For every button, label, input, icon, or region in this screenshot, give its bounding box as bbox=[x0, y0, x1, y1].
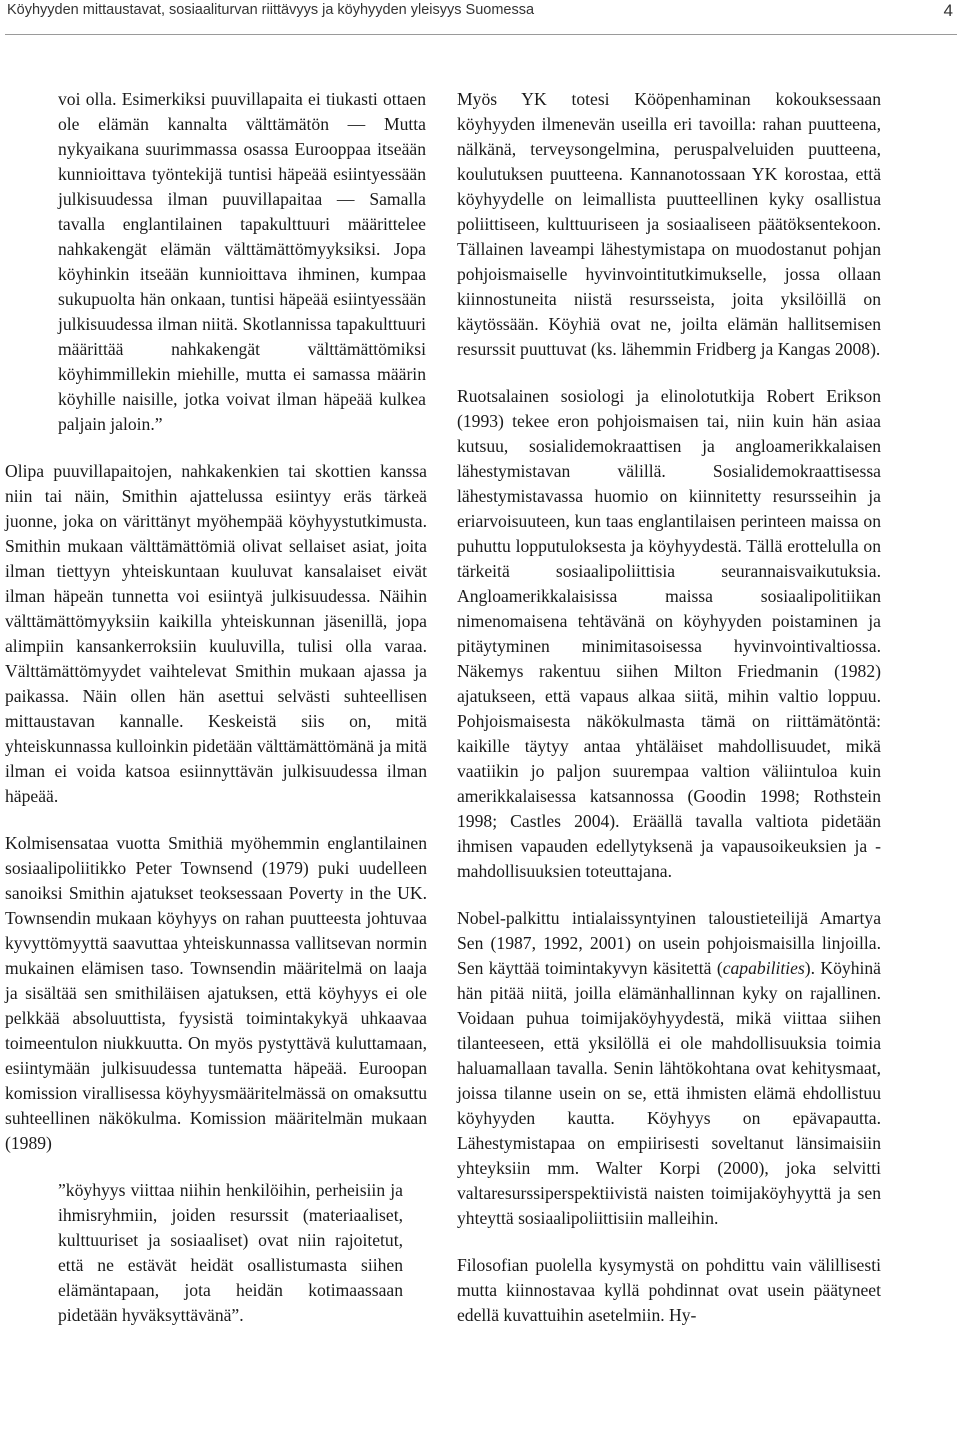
page-number: 4 bbox=[943, 1, 953, 20]
block-quote-continuation: voi olla. Esimerkiksi puuvillapaita ei tiukasti ottaen ole elämän kannalta välttämätön — Mutta nykyaikana suurimmassa osassa Eurooppaa itseään kunnioittava työntekijä tuntisi häpeää esiintyessään julkisuudessa ilman puuvillapaitaa — Samalla tavalla englantilainen tapakulttuuri määrittelee nahkakengät elämän välttämättömyyksiksi. Jopa köyhinkin itseään kunnioittava ihminen, kumpaa sukupuolta hän onkaan, tuntisi häpeää esiintyessään julkisuudessa ilman niitä. Skotlannissa tapakulttuuri määrittää nahkakengät välttämättömiksi köyhimmillekin miehille, mutta ei samassa määrin köyhille naisille, jotka voivat ilman häpeää kulkea paljain jaloin.” bbox=[58, 89, 426, 434]
left-column bbox=[5, 87, 427, 1328]
paragraph-erikson: Ruotsalainen sosiologi ja elinolotutkija Robert Erikson (1993) tekee eron pohjoismaisen tai, niin kuin hän asiaa kutsuu, sosialidemokraattisen ja angloamerikkalaisen lähestymistavan välillä. Sosialidemokraattisessa lähestymistavassa huomio on kiinnitetty resursseihin ja eriarvoisuuteen, kun taas englantilaisen perinteen maissa on puhuttu lopputuloksesta ja köyhyydestä. Tällä erottelulla on tärkeitä sosiaalipoliittisia seurannaisvaikutuksia. Angloamerikkalaisissa maissa sosiaalipolitiikan nimenomaisena tehtävänä on köyhyyden poistaminen ja pitäytyminen minimitasoisessa hyvinvointivaltiossa. Näkemys rakentuu siihen Milton Friedmanin (1982) ajatukseen, että vapaus alkaa siitä, mihin valtio loppuu. Pohjoismaisesta näkökulmasta tämä on riittämätöntä: kaikille täytyy antaa yhtäläiset mahdollisuudet, mikä vaatiikin jo paljon suurempaa valtion väliintuloa kuin amerikkalaisessa katsannossa (Goodin 1998; Rothstein 1998; Castles 2004). Eräällä tavalla valtiota pidetään ihmisen vapauden edellytyksenä ja vapausoikeuksien ja -mahdollisuuksien toteuttajana. bbox=[457, 386, 881, 881]
running-header bbox=[5, 0, 957, 35]
paragraph-sen bbox=[457, 906, 881, 1231]
block-quote-eu-definition: ”köyhyys viittaa niihin henkilöihin, perheisiin ja ihmisryhmiin, joiden resurssit (materiaaliset, kulttuuriset ja sosiaaliset) ovat niin rajoitetut, että ne estävät heidät osallistumasta siihen elämäntapaan, jota heidän kotimaassaan pidetään hyväksyttävänä”. bbox=[58, 1180, 403, 1325]
sen-text-end: ). Köyhinä hän pitää niitä, joilla elämänhallinnan kyky on rajallinen. Voidaan puhua toimijaköyhyydestä, mikä viittaa siihen tilanteeseen, että yksilöllä ei ole mahdollisuuksia toimia haluamallaan tavalla. Senin lähtökohtana ovat kehitysmaat, joissa tilanne usein on se, että ihmisten elämä ehdollistuu köyhyyden kautta. Köyhyys on epävapautta. Lähestymistapaa on empiirisesti soveltanut länsimaisiin yhteyksiin mm. Walter Korpi (2000), joka selvitti valtaresurssiperspektiivistä naisten toimijaköyhyyttä ja sen yhteyttä sosiaalipoliittisiin malleihin. bbox=[457, 958, 881, 1228]
right-column bbox=[457, 87, 881, 1328]
running-header-title: Köyhyyden mittaustavat, sosiaaliturvan riittävyys ja köyhyyden yleisyys Suomessa bbox=[7, 2, 535, 18]
sen-text-start: Nobel-palkittu intialaissyntyinen taloustieteilijä Amartya Sen (1987, 1992, 2001) on usein pohjoismaisilla linjoilla. Sen käyttää toimintakyvyn käsitettä ( bbox=[457, 908, 881, 978]
paragraph-philosophy: Filosofian puolella kysymystä on pohdittu vain välillisesti mutta kiinnostavaa kyllä pohdinnat ovat usein päätyneet edellä kuvattuihin asetelmiin. Hy- bbox=[457, 1255, 881, 1325]
paragraph-smith-analysis: Olipa puuvillapaitojen, nahkakenkien tai skottien kanssa niin tai näin, Smithin ajattelussa esiintyy eräs tärkeä juonne, joka on värittänyt myöhempää köyhyystutkimusta. Smithin mukaan välttämättömiä olivat sellaiset asiat, joita ilman tiettyyn yhteiskuntaan kuuluvat kansalaiset eivät ilman häpeän tunnetta voi esiintyä julkisuudessa. Näihin välttämättömyyksiin kaikilla yhteiskunnan jäsenillä, jopa alimpiin kansankerroksiin kuuluvilla, tulisi olla varaa. Välttämättömyydet vaihtelevat Smithin mukaan ajassa ja paikassa. Näin ollen hän asettui selvästi suhteellisen mittaustavan kannalle. Keskeistä siis on, mitä yhteiskunnassa kulloinkin pidetään välttämättömänä ja mitä ilman ei voida katsoa esiinnyttävän julkisuudessa ilman häpeää. bbox=[5, 461, 427, 806]
paragraph-un: Myös YK totesi Kööpenhaminan kokouksessaan köyhyyden ilmenevän useilla eri tavoilla: rahan puutteena, nälkänä, terveysongelmina, peruspalveluiden puutteena, koulutuksen puutteena. Kannanotossaan YK korostaa, että köyhyydelle on leimallista puutteellinen kyky osallistua poliittiseen, kulttuuriseen ja sosiaaliseen päätöksentekoon. Tällainen laveampi lähestymistapa on muodostanut pohjan pohjoismaiselle hyvinvointitutkimukselle, jossa ollaan kiinnostuneita niistä resursseista, joita yksilöillä on käytössään. Köyhiä ovat ne, joilta elämän hallitsemisen resurssit puuttuvat (ks. lähemmin Fridberg ja Kangas 2008). bbox=[457, 89, 881, 359]
paragraph-townsend: Kolmisensataa vuotta Smithiä myöhemmin englantilainen sosiaalipoliitikko Peter Townsend (1979) puki uudelleen sanoiksi Smithin ajatukset teoksessaan Poverty in the UK. Townsendin mukaan köyhyys on rahan puutteesta johtuvaa kyvyttömyyttä saavuttaa yhteiskunnassa vallitsevan normin mukainen elämisen taso. Townsendin määritelmä on laaja ja sisältää sen smithiläisen ajatuksen, että köyhyys ei ole pelkkää absoluuttista, fyysistä toimintakykyä uhkaavaa toimeentulon niukkuutta. On myös pystyttävä kuluttamaan, esiintymään julkisuudessa tuntematta häpeää. Euroopan komission virallisessa köyhyysmääritelmässä on omaksuttu suhteellinen näkökulma. Komission määritelmän mukaan (1989) bbox=[5, 833, 427, 1153]
capabilities-term: capabilities bbox=[722, 958, 805, 978]
